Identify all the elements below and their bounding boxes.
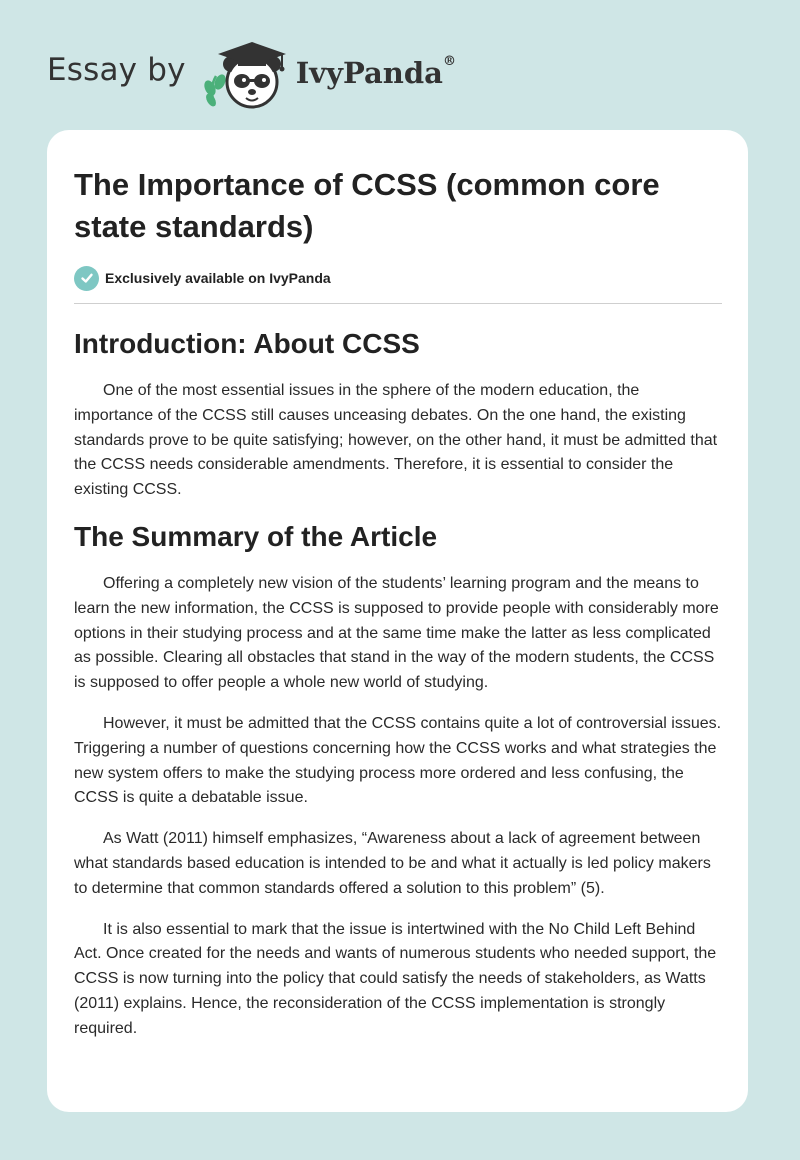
page-title: The Importance of CCSS (common core state standards) (74, 167, 660, 244)
brand-wordmark[interactable] (296, 56, 456, 90)
brand-name-text: IvyPanda (295, 56, 443, 90)
checkmark-icon (74, 266, 99, 291)
site-header (47, 34, 507, 114)
section-heading-summary: The Summary of the Article (74, 520, 438, 552)
section-introduction (74, 379, 722, 503)
paragraph: However, it must be admitted that the CCSS contains quite a lot of controversial issues. Triggering a number of questions concerning how the CCSS works and what strategies the new system offers to make the studying process more ordered and less confusing, the CCSS is quite a debatable issue. (74, 714, 722, 807)
paragraph: As Watt (2011) himself emphasizes, “Awareness about a lack of agreement between what standards based education is intended to be and what it actually is led policy makers to determine that common standards offered a solution to this problem” (5). (74, 830, 711, 897)
section-heading-introduction: Introduction: About CCSS (74, 328, 420, 359)
section-summary (74, 572, 722, 1042)
panda-logo-icon[interactable] (200, 36, 292, 112)
paragraph: One of the most essential issues in the sphere of the modern education, the importance of the CCSS still causes unceasing debates. On the one hand, the existing standards prove to be quite satisfying; however, on the other hand, it must be admitted that the CCSS needs considerable amendments. Therefore, it is essential to consider the existing CCSS. (74, 382, 718, 499)
exclusive-badge (74, 265, 722, 291)
exclusive-badge-text: Exclusively available on IvyPanda (105, 270, 331, 286)
paragraph: It is also essential to mark that the issue is intertwined with the No Child Left Behind Act. Once created for the needs and wants of numerous students who needed support, the CCSS is now turning into the policy that could satisfy the needs of stakeholders, as Watts (2011) explains. Hence, the reconsideration of the CCSS implementation is strongly required. (74, 920, 717, 1037)
paragraph: Offering a completely new vision of the students’ learning program and the means to learn the new information, the CCSS is supposed to provide people with considerably more options in their studying process and at the same time make the latter as less complicated as possible. Clearing all obstacles that stand in the way of the modern students, the CCSS is supposed to offer people a whole new world of studying. (74, 574, 719, 692)
registered-mark: ® (442, 54, 456, 69)
essay-card (47, 130, 748, 1112)
essay-by-label: Essay by (47, 52, 186, 88)
divider (74, 303, 722, 304)
